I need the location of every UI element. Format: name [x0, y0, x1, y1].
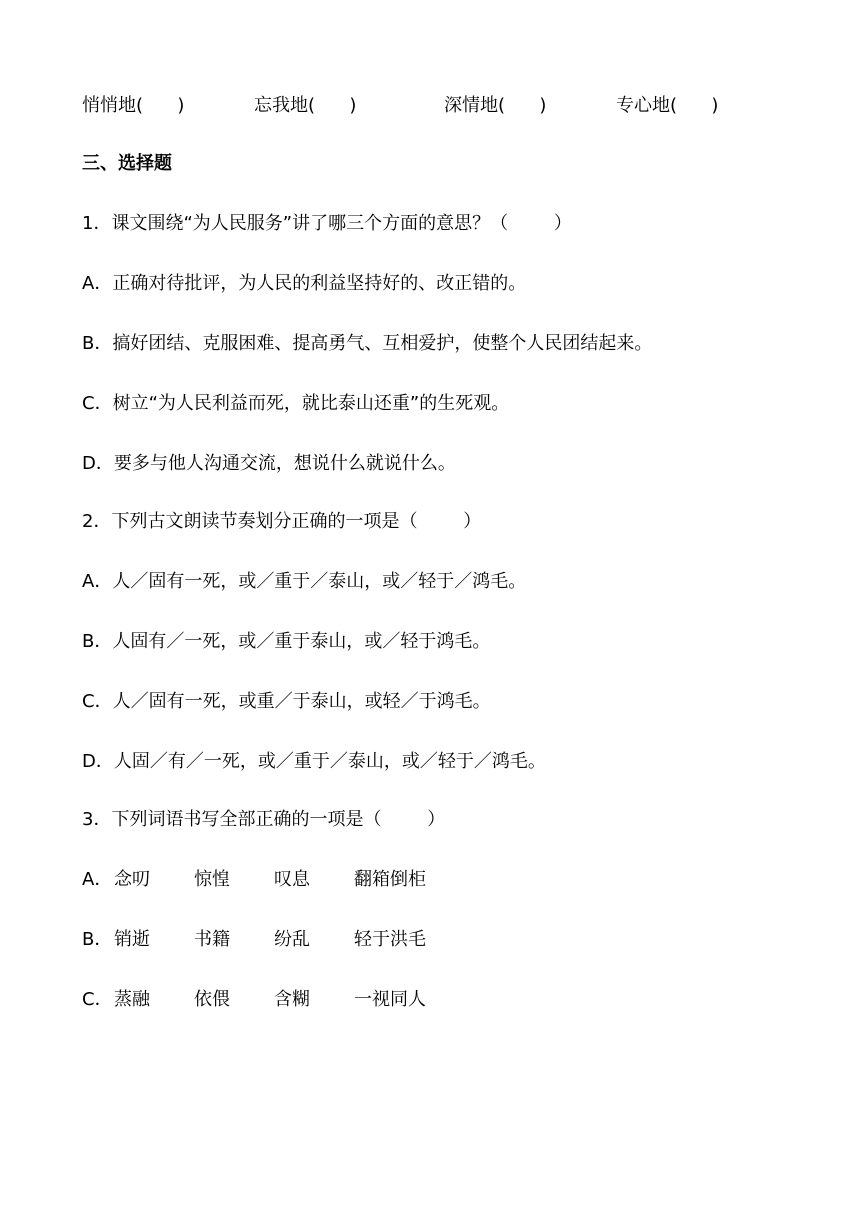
question-3-option-b [82, 928, 582, 952]
option-label: A． [82, 869, 113, 890]
question-1-option-b: B．搞好团结、克服困难、提高勇气、互相爱护，使整个人民团结起来。 [82, 333, 653, 354]
question-2-option-a: A．人／固有一死，或／重于／泰山，或／轻于／鸿毛。 [82, 571, 527, 592]
question-2-option-d: D．人固／有／一死，或／重于／泰山，或／轻于／鸿毛。 [82, 751, 546, 772]
option-word: 含糊 [274, 989, 310, 1010]
option-word: 纷乱 [274, 929, 310, 950]
option-word: 叹息 [274, 869, 310, 890]
option-word: 一视同人 [354, 989, 426, 1010]
option-word: 销逝 [114, 929, 150, 950]
section-heading: 三、选择题 [82, 153, 172, 174]
fill-in-row [82, 94, 782, 118]
fill-item-4: 专心地( ) [616, 95, 719, 116]
question-1-option-a: A．正确对待批评，为人民的利益坚持好的、改正错的。 [82, 273, 527, 294]
question-3-option-c [82, 988, 582, 1012]
question-2-option-c: C．人／固有一死，或重／于泰山，或轻／于鸿毛。 [82, 691, 491, 712]
option-word: 翻箱倒柜 [354, 869, 426, 890]
fill-item-2: 忘我地( ) [254, 95, 357, 116]
question-3-stem: 3．下列词语书写全部正确的一项是（ ） [82, 809, 446, 830]
question-3-option-a [82, 868, 582, 892]
option-label: B． [82, 929, 113, 950]
question-2-stem: 2．下列古文朗读节奏划分正确的一项是（ ） [82, 511, 482, 532]
option-word: 依偎 [194, 989, 230, 1010]
question-2-option-b: B．人固有／一死，或／重于泰山，或／轻于鸿毛。 [82, 631, 491, 652]
option-word: 轻于洪毛 [354, 929, 426, 950]
option-word: 惊惶 [194, 869, 230, 890]
fill-item-3: 深情地( ) [444, 95, 547, 116]
question-1-stem: 1．课文围绕“为人民服务”讲了哪三个方面的意思？（ ） [82, 213, 572, 234]
option-label: C． [82, 989, 113, 1010]
option-word: 念叨 [114, 869, 150, 890]
question-1-option-c: C．树立“为人民利益而死，就比泰山还重”的生死观。 [82, 393, 510, 414]
option-word: 蒸融 [114, 989, 150, 1010]
fill-item-1: 悄悄地( ) [82, 95, 185, 116]
question-1-option-d: D．要多与他人沟通交流，想说什么就说什么。 [82, 453, 456, 474]
option-word: 书籍 [194, 929, 230, 950]
